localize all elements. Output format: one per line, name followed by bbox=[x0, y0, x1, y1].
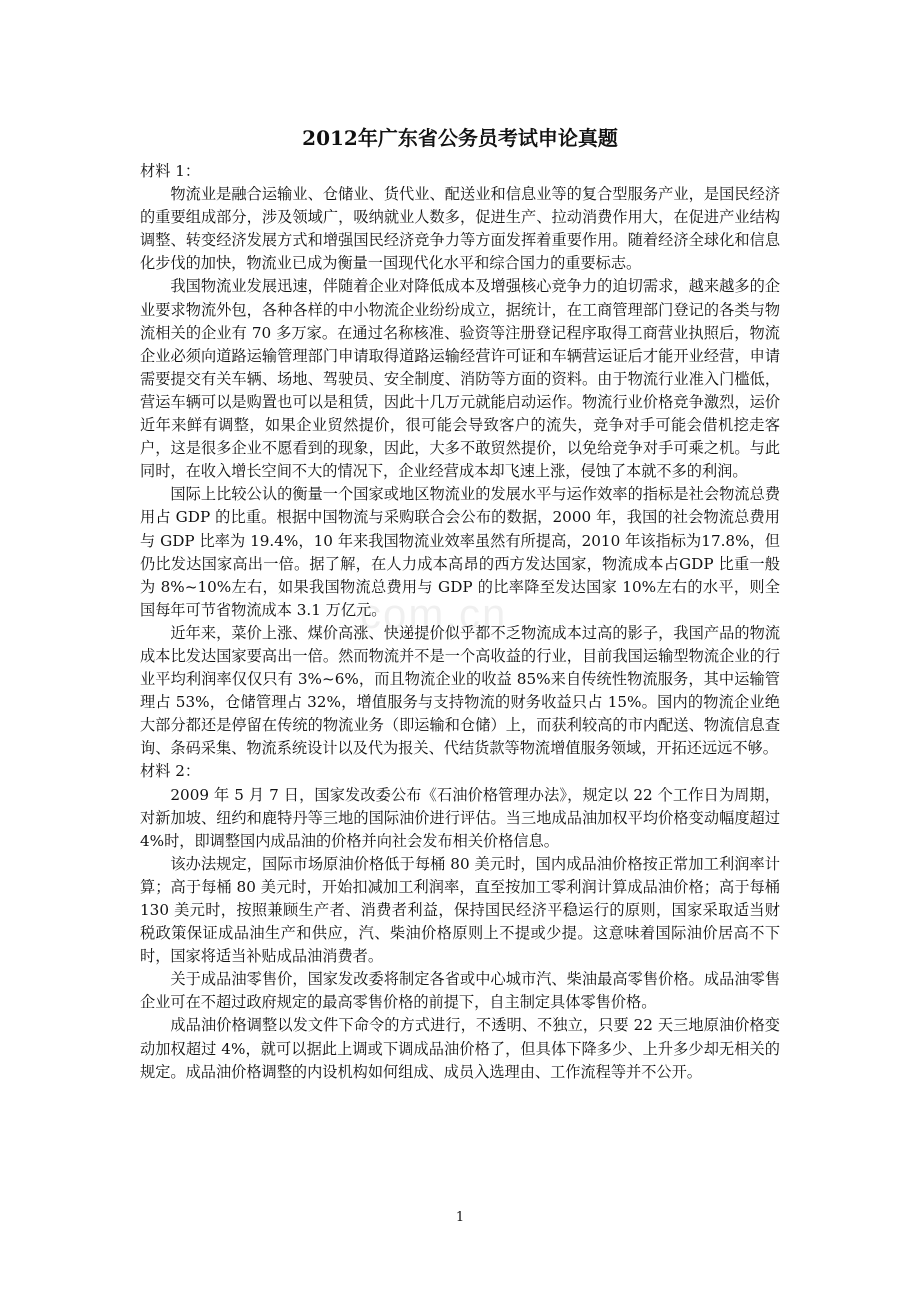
paragraph: 我国物流业发展迅速，伴随着企业对降低成本及增强核心竞争力的迫切需求，越来越多的企业要求物流外包，各种各样的中小物流企业纷纷成立，据统计，在工商管理部门登记的各类与物流相关的企业有 70 多万家。在通过名称核准、验资等注册登记程序取得工商营业执照后，物流企业必须向道路运输管理部门申请取得道路运输经营许可证和车辆营运证后才能开业经营，申请需要提交有关车辆、场地、驾驶员、安全制度、消防等方面的资料。由于物流行业准入门槛低，营运车辆可以是购置也可以是租赁，因此十几万元就能启动运作。物流行业价格竞争激烈，运价近年来鲜有调整，如果企业贸然提价，很可能会导致客户的流失，竞争对手可能会借机挖走客户，这是很多企业不愿看到的现象，因此，大多不敢贸然提价，以免给竞争对手可乘之机。与此同时，在收入增长空间不大的情况下，企业经营成本却飞速上涨，侵蚀了本就不多的利润。 bbox=[140, 277, 780, 481]
document-body bbox=[140, 160, 780, 1084]
section-heading: 材料 2： bbox=[140, 762, 201, 781]
section-heading: 材料 1： bbox=[140, 162, 201, 180]
paragraph: 国际上比较公认的衡量一个国家或地区物流业的发展水平与运作效率的指标是社会物流总费用占 GDP 的比重。根据中国物流与采购联合会公布的数据，2000 年，我国的社会物流总费用与 GDP 比率为 19.4%，10 年来我国物流业效率虽然有所提高，2010 年该指标为17.8%，但仍比发达国家高出一倍。据了解，在人力成本高昂的西方发达国家，物流成本占GDP 比重一般为 8%~10%左右，如果我国物流总费用与 GDP 的比率降至发达国家 10%左右的水平，则全国每年可节省物流成本 3.1 万亿元。 bbox=[140, 485, 780, 619]
paragraph: 关于成品油零售价，国家发改委将制定各省或中心城市汽、柴油最高零售价格。成品油零售企业可在不超过政府规定的最高零售价格的前提下，自主制定具体零售价格。 bbox=[140, 970, 780, 1012]
paragraph: 物流业是融合运输业、仓储业、货代业、配送业和信息业等的复合型服务产业，是国民经济的重要组成部分，涉及领域广，吸纳就业人数多，促进生产、拉动消费作用大，在促进产业结构调整、转变经济发展方式和增强国民经济竞争力等方面发挥着重要作用。随着经济全球化和信息化步伐的加快，物流业已成为衡量一国现代化水平和综合国力的重要标志。 bbox=[140, 185, 780, 273]
paragraph: 近年来，菜价上涨、煤价高涨、快递提价似乎都不乏物流成本过高的影子，我国产品的物流成本比发达国家要高出一倍。然而物流并不是一个高收益的行业，目前我国运输型物流企业的行业平均利润率仅仅只有 3%~6%，而且物流企业的收益 85%来自传统性物流服务，其中运输管理占 53%，仓储管理占 32%，增值服务与支持物流的财务收益只占 15%。国内的物流企业绝大部分都还是停留在传统的物流业务（即运输和仓储）上，而获利较高的市内配送、物流信息查询、条码采集、物流系统设计以及代为报关、代结货款等物流增值服务领域，开拓还远远不够。 bbox=[140, 623, 780, 758]
paragraph: 该办法规定，国际市场原油价格低于每桶 80 美元时，国内成品油价格按正常加工利润率计算；高于每桶 80 美元时，开始扣减加工利润率，直至按加工零利润计算成品油价格；高于每桶 130 美元时，按照兼顾生产者、消费者利益，保持国民经济平稳运行的原则，国家采取适当财税政策保证成品油生产和供应，汽、柴油价格原则上不提或少提。这意味着国际油价居高不下时，国家将适当补贴成品油消费者。 bbox=[140, 854, 780, 966]
document-title: 2012年广东省公务员考试申论真题 bbox=[302, 126, 618, 150]
page-number: 1 bbox=[455, 1210, 465, 1225]
watermark: com.cn bbox=[360, 590, 508, 637]
paragraph: 2009 年 5 月 7 日，国家发改委公布《石油价格管理办法》，规定以 22 个工作日为周期，对新加坡、纽约和鹿特丹等三地的国际油价进行评估。当三地成品油加权平均价格变动幅度超过 4%时，即调整国内成品油的价格并向社会发布相关价格信息。 bbox=[140, 785, 780, 850]
paragraph: 成品油价格调整以发文件下命令的方式进行，不透明、不独立，只要 22 天三地原油价格变动加权超过 4%，就可以据此上调或下调成品油价格了，但具体下降多少、上升多少却无相关的规定。成品油价格调整的内设机构如何组成、成员入选理由、工作流程等并不公开。 bbox=[140, 1016, 780, 1081]
